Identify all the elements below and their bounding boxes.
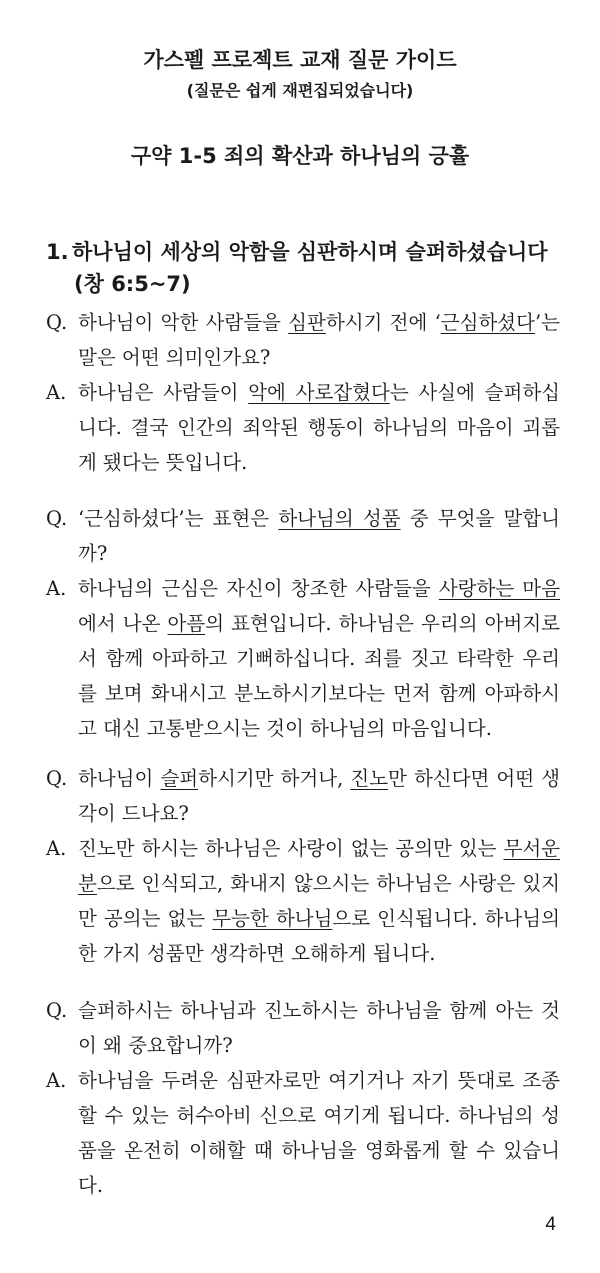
underlined-term: 진노	[350, 767, 389, 790]
guide-subtitle: (질문은 쉽게 재편집되었습니다)	[186, 81, 414, 100]
question-text: 하나님이 슬퍼하시기만 하거나, 진노만 하신다면 어떤 생각이 드나요?	[78, 767, 560, 825]
guide-title: 가스펠 프로젝트 교재 질문 가이드	[143, 48, 457, 72]
question	[46, 993, 560, 1063]
qa-block-2	[46, 501, 560, 746]
section-number: 1.	[46, 240, 69, 264]
qa-block-4	[46, 993, 560, 1203]
answer-text: 하나님의 근심은 자신이 창조한 사람들을 사랑하는 마음에서 나온 아픔의 표현입니다. 하나님은 우리의 아버지로서 함께 아파하고 기뻐하십니다. 죄를 짓고 타락한 우리를 보며 화내시고 분노하시기보다는 먼저 함께 아파하시고 대신 고통받으시는 것이 하나님의 마음입니다.	[78, 577, 560, 740]
answer	[46, 831, 560, 971]
underlined-term: 심판	[288, 311, 326, 334]
question	[46, 305, 560, 375]
answer-text: 진노만 하시는 하나님은 사랑이 없는 공의만 있는 무서운 분으로 인식되고, 화내지 않으시는 하나님은 사랑은 있지만 공의는 없는 무능한 하나님으로 인식됩니다. 하나님의 한 가지 성품만 생각하면 오해하게 됩니다.	[78, 837, 560, 965]
page-number: 4	[545, 1214, 556, 1235]
underlined-term: 근심하셨다	[440, 311, 535, 334]
answer	[46, 571, 560, 746]
question-label: Q.	[46, 311, 68, 334]
underlined-term: 사랑하는 마음	[438, 577, 560, 600]
answer-label: A.	[46, 381, 67, 404]
underlined-term: 아픔	[167, 612, 206, 635]
question-label: Q.	[46, 767, 68, 790]
answer-label: A.	[46, 837, 67, 860]
question-text: 슬퍼하시는 하나님과 진노하시는 하나님을 함께 아는 것이 왜 중요합니까?	[78, 999, 560, 1057]
answer	[46, 375, 560, 480]
question	[46, 501, 560, 571]
question-label: Q.	[46, 507, 68, 530]
underlined-term: 슬퍼	[160, 767, 199, 790]
section-title-line1: 하나님이 세상의 악함을 심판하시며 슬퍼하셨습니다	[72, 240, 548, 264]
underlined-term: 하나님의 성품	[278, 507, 401, 530]
qa-block-3	[46, 761, 560, 971]
question-text: ‘근심하셨다’는 표현은 하나님의 성품 중 무엇을 말합니까?	[78, 507, 560, 565]
underlined-term: 무서운 분	[78, 837, 560, 895]
section-heading	[46, 236, 566, 300]
underlined-term: 악에 사로잡혔다	[248, 381, 390, 404]
qa-block-1	[46, 305, 560, 480]
answer-text: 하나님을 두려운 심판자로만 여기거나 자기 뜻대로 조종할 수 있는 허수아비 신으로 여기게 됩니다. 하나님의 성품을 온전히 이해할 때 하나님을 영화롭게 할 수 있습니다.	[78, 1069, 560, 1197]
answer-label: A.	[46, 577, 67, 600]
section-title-line2: (창 6:5~7)	[74, 272, 191, 296]
question-text: 하나님이 악한 사람들을 심판하시기 전에 ‘근심하셨다’는 말은 어떤 의미인가요?	[78, 311, 561, 369]
answer	[46, 1063, 560, 1203]
question-label: Q.	[46, 999, 68, 1022]
answer-text: 하나님은 사람들이 악에 사로잡혔다는 사실에 슬퍼하십니다. 결국 인간의 죄악된 행동이 하나님의 마음이 괴롭게 됐다는 뜻입니다.	[78, 381, 561, 474]
answer-label: A.	[46, 1069, 67, 1092]
underlined-term: 무능한 하나님	[212, 907, 333, 930]
lesson-title: 구약 1-5 죄의 확산과 하나님의 긍휼	[130, 144, 470, 168]
question	[46, 761, 560, 831]
